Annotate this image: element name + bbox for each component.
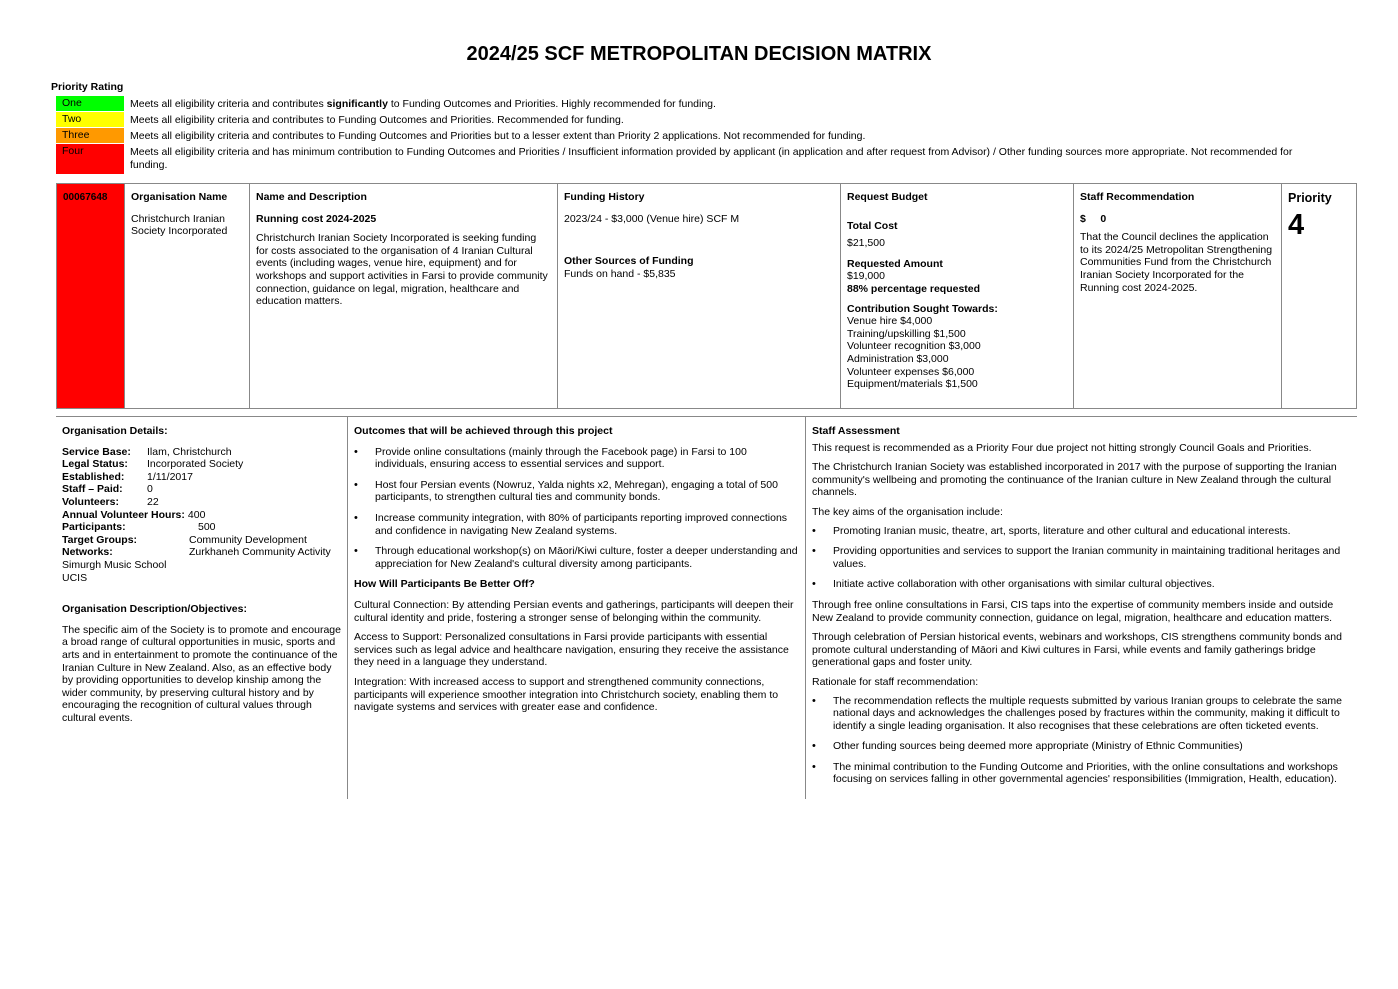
page-title: 2024/25 SCF METROPOLITAN DECISION MATRIX xyxy=(466,43,932,65)
total-cost-label: Total Cost xyxy=(847,219,898,232)
org-description: The specific aim of the Society is to promote and encourage a broad range of cultural opportunities in music, sports and arts and in entertainment to promote the continuance of the Iranian Culture in New Zealand. Also, as an effective body by providing opportunities to develop kinship among the wider community, by preserving cultural history and by encouraging the recognition of cultural values through cultural events. xyxy=(62,623,341,724)
org-details-heading: Organisation Details: xyxy=(62,425,168,437)
priority-row-three xyxy=(56,128,1316,143)
staff-assessment-column xyxy=(806,417,1357,799)
better-off-paragraph: Cultural Connection: By attending Persian events and gatherings, participants will deepen their cultural identity and pride, fostering a stronger sense of belonging within the community. xyxy=(354,598,794,624)
list-item: • Through educational workshop(s) on Māori/Kiwi culture, foster a deeper understanding and appreciation for New Zealand's cultural diversity among participants. xyxy=(354,545,799,570)
other-sources-heading: Other Sources of Funding xyxy=(564,255,694,268)
organisation-details-column xyxy=(56,417,348,799)
priority-heading: Priority xyxy=(1288,191,1332,205)
contribution-item: Volunteer recognition $3,000 xyxy=(847,340,981,353)
request-budget-heading: Request Budget xyxy=(847,191,928,203)
name-description-heading: Name and Description xyxy=(256,191,367,203)
priority-rating-legend xyxy=(56,96,1316,175)
priority-value: 4 xyxy=(1288,209,1305,241)
better-off-heading: How Will Participants Be Better Off? xyxy=(354,578,535,591)
detail-volunteer-hours: Annual Volunteer Hours: 400 xyxy=(62,508,206,521)
project-name: Running cost 2024-2025 xyxy=(256,212,377,225)
priority-rating-label: Priority Rating xyxy=(51,81,124,93)
detail-legal-status: Legal Status: Incorporated Society xyxy=(62,458,244,471)
org-name-heading: Organisation Name xyxy=(131,191,228,203)
detail-target-groups: Target Groups: Community Development xyxy=(62,533,307,546)
org-name-cell xyxy=(125,184,250,408)
priority-row-two xyxy=(56,112,1316,127)
assessment-paragraph: The Christchurch Iranian Society was established incorporated in 2017 with the purpose of supporting the Iranian community's wellbeing and promoting the continuance of the Iranian culture in New Zealand through the cultural channels. xyxy=(812,461,1337,499)
list-item: • The recommendation reflects the multiple requests submitted by various Iranian groups to celebrate the same national days and acknowledges the challenges posed by fractures within the community, making it difficult to identify a single leading organisation. It also recognises that these celebrations are often ticketed events. xyxy=(812,695,1351,733)
detail-established: Established: 1/11/2017 xyxy=(62,470,193,483)
network-item: UCIS xyxy=(62,571,88,584)
priority-swatch-four: Four xyxy=(56,144,124,174)
staff-assessment-heading: Staff Assessment xyxy=(812,425,900,437)
contribution-item: Venue hire $4,000 xyxy=(847,315,933,328)
outcomes-column xyxy=(348,417,806,799)
detail-networks: Networks: Zurkhaneh Community Activity xyxy=(62,546,331,559)
outcomes-list xyxy=(354,446,799,571)
funding-history-heading: Funding History xyxy=(564,191,645,203)
priority-swatch-three: Three xyxy=(56,128,124,143)
list-item: • Providing opportunities and services to support the Iranian community in maintaining traditional heritages and values. xyxy=(812,545,1351,570)
priority-swatch-two: Two xyxy=(56,112,124,127)
list-item: • Provide online consultations (mainly through the Facebook page) in Farsi to 100 individuals, ensuring access to essential services and support. xyxy=(354,446,799,471)
key-aims-list xyxy=(812,525,1351,591)
org-description-heading: Organisation Description/Objectives: xyxy=(62,603,247,616)
assessment-paragraph: Through free online consultations in Farsi, CIS taps into the expertise of community members inside and outside New Zealand to provide community connection, guidance on legal, migration, healthcare and education matters. xyxy=(812,598,1334,624)
details-section xyxy=(56,417,1357,799)
priority-row-one xyxy=(56,96,1316,111)
staff-recommendation-cell xyxy=(1074,184,1282,408)
contribution-heading: Contribution Sought Towards: xyxy=(847,302,998,315)
staff-recommendation-amount: $ 0 xyxy=(1080,212,1107,225)
list-item: • Host four Persian events (Nowruz, Yalda nights x2, Mehregan), engaging a total of 500 participants, to strengthen cultural ties and community bonds. xyxy=(354,479,799,504)
outcomes-heading: Outcomes that will be achieved through this project xyxy=(354,425,613,437)
application-id: 00067648 xyxy=(57,184,125,408)
decision-matrix-table xyxy=(56,183,1357,409)
better-off-paragraph: Integration: With increased access to support and strengthened community connections, participants will experience smoother integration into Christchurch society, enabling them to navigate systems and services with greater ease and confidence. xyxy=(354,675,779,714)
contribution-item: Training/upskilling $1,500 xyxy=(847,327,966,340)
contribution-item: Administration $3,000 xyxy=(847,352,949,365)
percentage-requested: 88% percentage requested xyxy=(847,282,981,295)
priority-row-four xyxy=(56,144,1316,174)
total-cost: $21,500 xyxy=(847,237,885,250)
project-description: Christchurch Iranian Society Incorporated is seeking funding for costs associated to the organisation of 4 Iranian Cultural events (including wages, venue hire, equipment) and for workshops and support activities in Farsi to provide community connection, guidance on legal, migration, healthcare and education matters. xyxy=(256,232,548,308)
other-sources: Funds on hand - $5,835 xyxy=(564,267,676,280)
assessment-paragraph: The key aims of the organisation include: xyxy=(812,505,1003,518)
list-item: • Increase community integration, with 80% of participants reporting improved connections and confidence in navigating New Zealand systems. xyxy=(354,512,799,537)
name-description-cell xyxy=(250,184,558,408)
request-budget-cell xyxy=(841,184,1074,408)
priority-desc-two: Meets all eligibility criteria and contributes to Funding Outcomes and Priorities. Recommended for funding. xyxy=(130,114,624,126)
staff-recommendation-heading: Staff Recommendation xyxy=(1080,191,1195,203)
network-item: Simurgh Music School xyxy=(62,558,167,571)
detail-participants: Participants: 500 xyxy=(62,521,216,534)
assessment-paragraph: Through celebration of Persian historical events, webinars and workshops, CIS strengthens community bonds and promote cultural understanding of Māori and Kiwi cultures in Farsi, while events and family gatherings bridge generational gaps and foster unity. xyxy=(812,631,1342,669)
rationale-list xyxy=(812,695,1351,787)
list-item: • The minimal contribution to the Funding Outcome and Priorities, with the online consultations and workshops focusing on services falling in other governmental agencies' responsibilities (Immigration, Health, education). xyxy=(812,761,1351,786)
list-item: • Promoting Iranian music, theatre, art, sports, literature and other cultural and educational interests. xyxy=(812,525,1351,538)
requested-amount: $19,000 xyxy=(847,270,885,283)
funding-history-cell xyxy=(558,184,841,408)
detail-service-base: Service Base: Ilam, Christchurch xyxy=(62,445,232,458)
funding-history: 2023/24 - $3,000 (Venue hire) SCF M xyxy=(564,212,740,225)
priority-desc-four: Meets all eligibility criteria and has minimum contribution to Funding Outcomes and Priorities / Insufficient information provided by applicant (in application and after request from Advisor) / Other funding sources more appropriate. Not recommended for funding. xyxy=(130,146,1293,171)
detail-staff-paid: Staff – Paid: 0 xyxy=(62,483,153,496)
priority-desc-one: Meets all eligibility criteria and contributes significantly to Funding Outcomes and Priorities. Highly recommended for funding. xyxy=(130,98,716,110)
detail-volunteers: Volunteers: 22 xyxy=(62,495,159,508)
better-off-paragraph: Access to Support: Personalized consultations in Farsi provide participants with essential services such as legal advice and healthcare navigation, ensuring they receive the assistance they need in a language they understand. xyxy=(354,631,789,669)
contribution-item: Equipment/materials $1,500 xyxy=(847,378,978,391)
assessment-paragraph: This request is recommended as a Priority Four due project not hitting strongly Council Goals and Priorities. xyxy=(812,441,1312,454)
requested-amount-label: Requested Amount xyxy=(847,257,943,270)
contribution-item: Volunteer expenses $6,000 xyxy=(847,365,975,378)
priority-desc-three: Meets all eligibility criteria and contributes to Funding Outcomes and Priorities but to a lesser extent than Priority 2 applications. Not recommended for funding. xyxy=(130,130,866,142)
priority-swatch-one: One xyxy=(56,96,124,111)
priority-cell xyxy=(1282,184,1356,408)
org-name: Christchurch Iranian Society Incorporated xyxy=(131,212,228,238)
list-item: • Other funding sources being deemed more appropriate (Ministry of Ethnic Communities) xyxy=(812,740,1351,753)
list-item: • Initiate active collaboration with other organisations with similar cultural objectives. xyxy=(812,578,1351,591)
staff-recommendation-text: That the Council declines the application to its 2024/25 Metropolitan Strengthening Communities Fund from the Christchurch Iranian Society Incorporated for the Running cost 2024-2025. xyxy=(1080,231,1273,294)
assessment-paragraph: Rationale for staff recommendation: xyxy=(812,675,979,688)
